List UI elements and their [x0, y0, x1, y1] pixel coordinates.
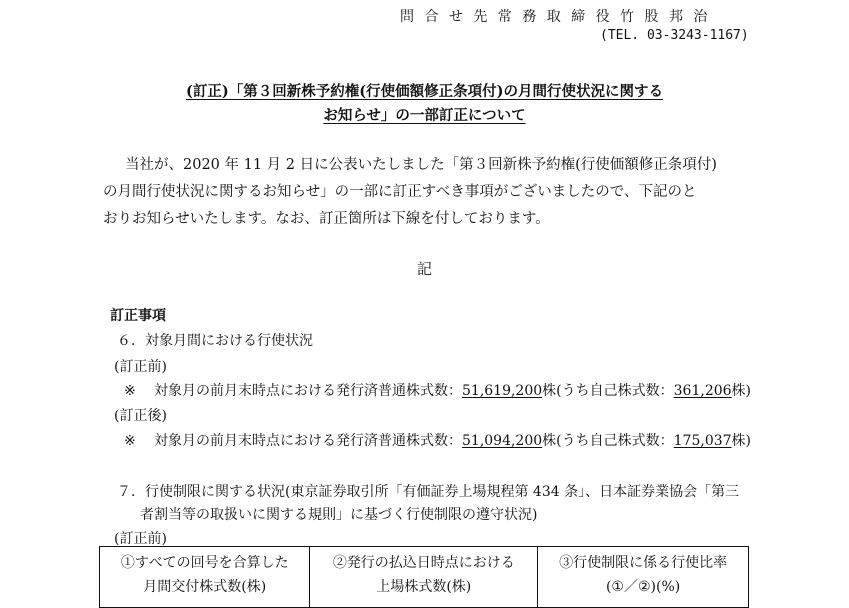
- corrections-heading: 訂正事項: [110, 308, 166, 324]
- intro-line-1: 当社が、2020 年 11 月 2 日に公表いたしました「第３回新株予約権(行使価額修正条項付): [125, 157, 717, 173]
- section-7-title-line2: 者割当等の取扱いに関する規則」に基づく行使制限の遵守状況): [140, 507, 538, 523]
- note-suffix: 株): [731, 383, 752, 399]
- treasury-after: 175,037: [673, 433, 732, 449]
- contact-tel: (TEL. 03-3243-1167): [600, 28, 749, 43]
- shares-before: 51,619,200: [462, 383, 543, 399]
- section-7-title-line1: ７．行使制限に関する状況(東京証券取引所「有価証券上場規程第 434 条」、日本証券業協会「第三: [117, 484, 740, 500]
- note-suffix: 株): [731, 433, 752, 449]
- section-6-title: ６．対象月間における行使状況: [117, 333, 313, 349]
- table-header-cell: ①すべての回号を合算した 月間交付株式数(株): [100, 547, 310, 608]
- table-header-row: [100, 547, 749, 608]
- note-mid: 株(うち自己株式数：: [542, 383, 674, 399]
- contact-person: 問 合 せ 先 常 務 取 締 役 竹 股 邦 治: [400, 9, 711, 25]
- document-title-line1: (訂正)「第３回新株予約権(行使価額修正条項付)の月間行使状況に関する: [186, 83, 663, 100]
- after-correction-line: [124, 430, 751, 450]
- before-correction-line: [124, 380, 751, 400]
- shares-after: 51,094,200: [462, 433, 543, 449]
- note-mark: ※: [124, 383, 136, 399]
- note-mark: ※: [124, 433, 136, 449]
- note-mid: 株(うち自己株式数：: [542, 433, 674, 449]
- intro-line-3: おりお知らせいたします。なお、訂正箇所は下線を付しております。: [103, 211, 550, 227]
- table-header-cell: ②発行の払込日時点における 上場株式数(株): [310, 547, 538, 608]
- exercise-restriction-table: [99, 546, 749, 608]
- document-title-line2: お知らせ」の一部訂正について: [323, 107, 526, 124]
- ki-heading: 記: [416, 260, 432, 278]
- after-correction-label: (訂正後): [114, 408, 167, 424]
- note-prefix: 対象月の前月末時点における発行済普通株式数：: [154, 433, 462, 449]
- note-prefix: 対象月の前月末時点における発行済普通株式数：: [154, 383, 462, 399]
- intro-line-2: の月間行使状況に関するお知らせ」の一部に訂正すべき事項がございましたので、下記のと: [103, 184, 697, 200]
- treasury-before: 361,206: [673, 383, 732, 399]
- before-correction-label: (訂正前): [114, 359, 167, 375]
- section-7-before-label: (訂正前): [114, 531, 167, 547]
- table-header-cell: ③行使制限に係る行使比率 (①／②)(%): [538, 547, 749, 608]
